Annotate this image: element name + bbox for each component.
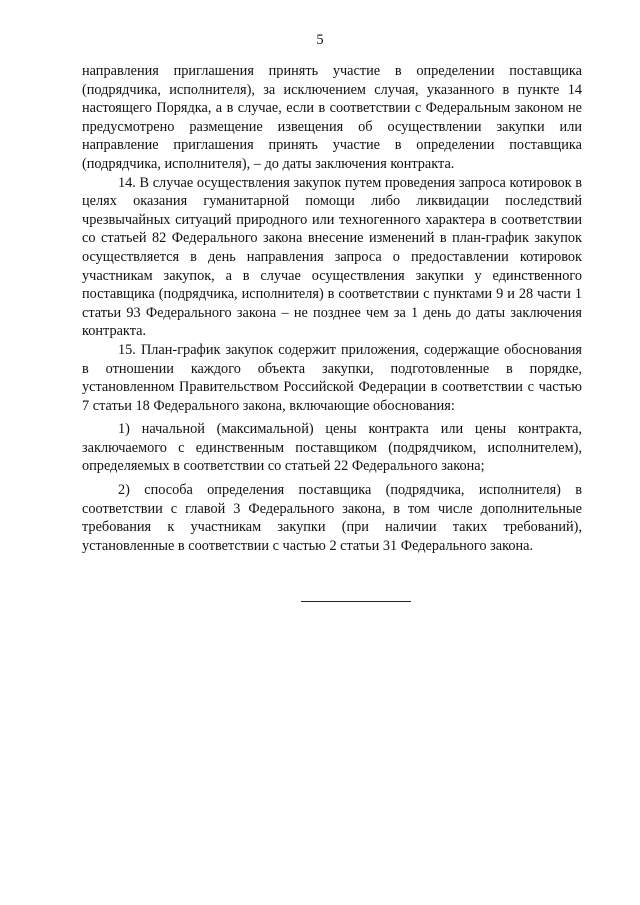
paragraph-item-14: 14. В случае осуществления закупок путем проведения запроса котировок в целях оказания гуманитарной помощи либо ликвидации последствий чрезвычайных ситуаций природного или техногенного характера в соответствии со статьей 82 Федерального закона внесение изменений в план-график закупок осуществляется в день направления запроса о предоставлении котировок участникам закупок, а в случае осуществления закупки у единственного поставщика (подрядчика, исполнителя) в соответствии с пунктами 9 и 28 части 1 статьи 93 Федерального закона – не позднее чем за 1 день до даты заключения контракта.	[82, 174, 582, 340]
paragraph-item-15-1: 1) начальной (максимальной) цены контракта или цены контракта, заключаемого с единственным поставщиком (подрядчиком, исполнителем), определяемых в соответствии со статьей 22 Федерального закона;	[82, 421, 582, 475]
paragraph-continuation: направления приглашения принять участие в определении поставщика (подрядчика, исполнителя), за исключением случая, указанного в пункте 14 настоящего Порядка, а в случае, если в соответствии с Федеральным законом не предусмотрено размещение извещения об осуществлении закупки или направление приглашения принять участие в определении поставщика (подрядчика, исполнителя), – до даты заключения контракта.	[82, 63, 582, 172]
document-body	[82, 62, 582, 555]
page-number: 5	[316, 32, 324, 48]
end-divider-line	[301, 601, 411, 602]
paragraph-item-15: 15. План-график закупок содержит приложения, содержащие обоснования в отношении каждого объекта закупки, подготовленные в порядке, установленном Правительством Российской Федерации в соответствии с частью 7 статьи 18 Федерального закона, включающие обоснования:	[82, 341, 582, 414]
paragraph-item-15-2: 2) способа определения поставщика (подрядчика, исполнителя) в соответствии с главой 3 Федерального закона, в том числе дополнительные требования к участникам закупки (при наличии таких требований), установленные в соответствии с частью 2 статьи 31 Федерального закона.	[82, 482, 582, 554]
